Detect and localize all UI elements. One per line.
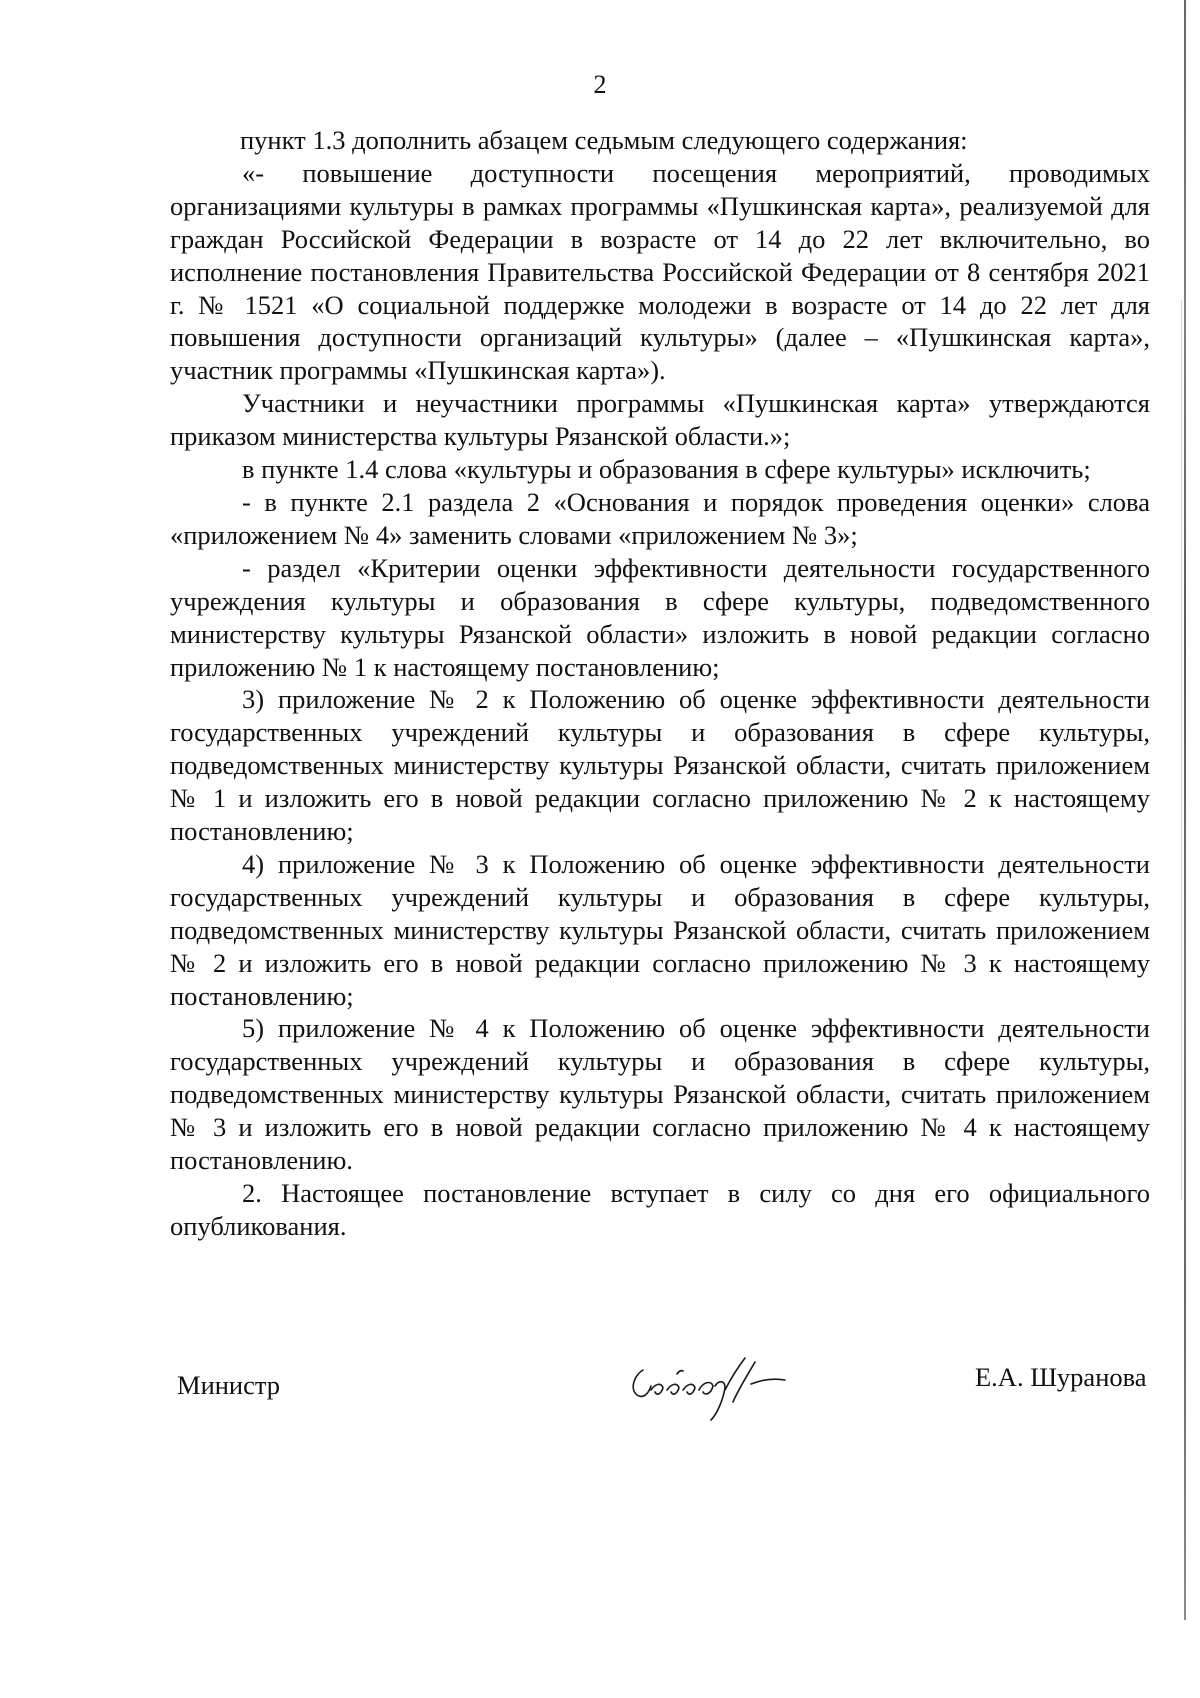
signatory-name: Е.А. Шуранова bbox=[975, 1362, 1147, 1392]
page-number: 2 bbox=[593, 70, 607, 99]
paragraph-2: «- повышение доступности посещения мероприятий, проводимых организациями культуры в рамках программы «Пушкинская карта», реализуемой для граждан Российской Федерации в возрасте от 14 до 22 лет включительно, во исполнение постановления Правительства Российской Федерации от 8 сентября 2021 г. № 1521 «О социальной поддержке молодежи в возрасте от 14 до 22 лет для повышения доступности организаций культуры» (далее – «Пушкинская карта», участник программы «Пушкинская карта»). bbox=[170, 157, 1150, 386]
document-body bbox=[170, 124, 1150, 1243]
paragraph-5: - в пункте 2.1 раздела 2 «Основания и порядок проведения оценки» слова «приложением № 4» заменить словами «приложением № 3»; bbox=[170, 486, 1150, 550]
paragraph-4: в пункте 1.4 слова «культуры и образования в сфере культуры» исключить; bbox=[242, 454, 1091, 485]
paragraph-8: 4) приложение № 3 к Положению об оценке эффективности деятельности государственных учреждений культуры и образования в сфере культуры, подведомственных министерству культуры Рязанской области, считать приложением № 2 и изложить его в новой редакции согласно приложению № 3 к настоящему постановлению; bbox=[170, 848, 1150, 1011]
paragraph-9: 5) приложение № 4 к Положению об оценке эффективности деятельности государственных учреждений культуры и образования в сфере культуры, подведомственных министерству культуры Рязанской области, считать приложением № 3 и изложить его в новой редакции согласно приложению № 4 к настоящему постановлению. bbox=[170, 1013, 1150, 1176]
paragraph-1: пункт 1.3 дополнить абзацем седьмым следующего содержания: bbox=[240, 125, 968, 155]
signature-block bbox=[0, 1340, 1200, 1430]
paragraph-3: Участники и неучастники программы «Пушкинская карта» утверждаются приказом министерства культуры Рязанской области.»; bbox=[170, 388, 1150, 452]
paragraph-6: - раздел «Критерии оценки эффективности деятельности государственного учреждения культуры и образования в сфере культуры, подведомственного министерству культуры Рязанской области» изложить в новой редакции согласно приложению № 1 к настоящему постановлению; bbox=[170, 552, 1150, 682]
scan-edge-shadow bbox=[1181, 300, 1182, 1200]
paragraph-10: 2. Настоящее постановление вступает в силу со дня его официального опубликования. bbox=[170, 1178, 1150, 1241]
signatory-title: Министр bbox=[177, 1370, 281, 1400]
handwritten-signature-icon bbox=[615, 1340, 835, 1430]
paragraph-7: 3) приложение № 2 к Положению об оценке эффективности деятельности государственных учреждений культуры и образования в сфере культуры, подведомственных министерству культуры Рязанской области, считать приложением № 1 и изложить его в новой редакции согласно приложению № 2 к настоящему постановлению; bbox=[170, 684, 1150, 847]
